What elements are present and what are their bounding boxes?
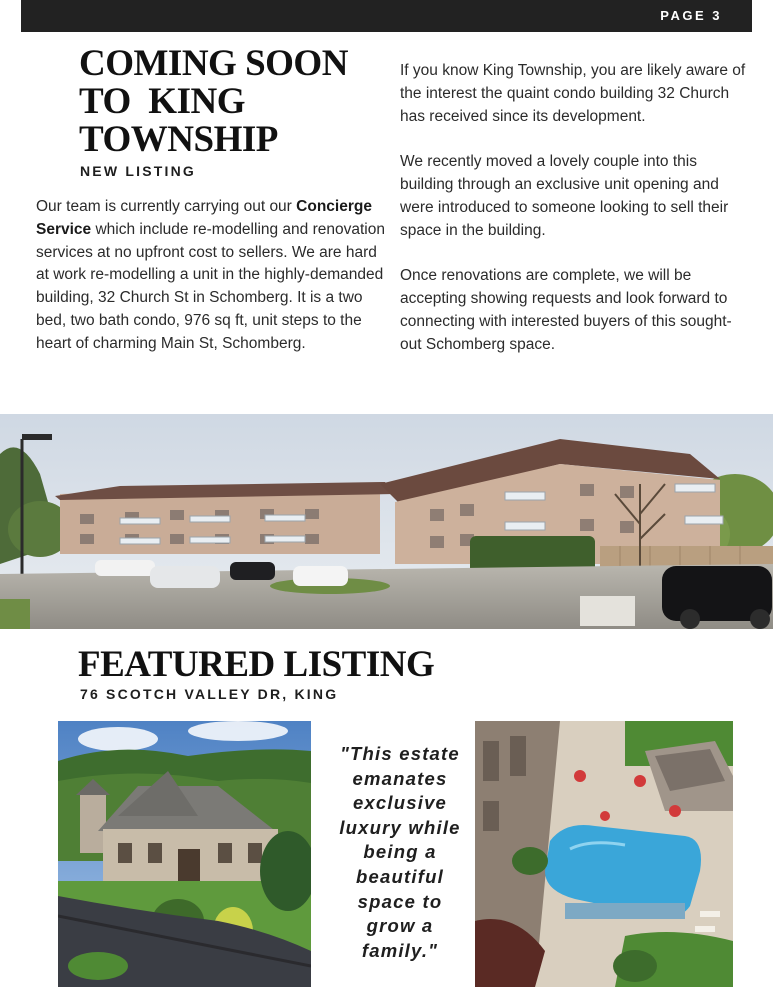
paragraph-rest: which include re-modelling and renovation services at no upfront cost to sellers. We are hard at work re-modelling a unit in the highly-demanded building, 32 Church St in Schomberg. It is a two bed, two bath condo, 976 sq ft, unit steps to the heart of charming Main St, Schomberg.	[36, 220, 385, 352]
page-number: PAGE 3	[660, 8, 722, 23]
concierge-service-bold: Concierge Service	[36, 198, 372, 238]
right-column-text	[400, 60, 752, 379]
paragraph-renovations: Once renovations are complete, we will be accepting showing requests and look forward to connecting with interested buyers of this sought-out Schomberg space.	[400, 267, 732, 353]
featured-listing-headline: FEATURED LISTING	[78, 644, 435, 685]
new-listing-kicker: NEW LISTING	[80, 163, 196, 179]
coming-soon-headline	[79, 45, 379, 159]
featured-address: 76 SCOTCH VALLEY DR, KING	[80, 686, 339, 702]
estate-quote: "This estate emanates exclusive luxury while being a beautiful space to grow a family."	[339, 743, 461, 961]
condo-building-photo	[0, 414, 773, 629]
paragraph-intro: Our team is currently carrying out our	[36, 198, 297, 215]
paragraph-moved-couple: We recently moved a lovely couple into this building through an exclusive unit opening and were introduced to someone looking to sell their space in the building.	[400, 153, 729, 239]
pool-aerial-photo	[475, 721, 733, 987]
headline-line: COMING SOON	[79, 43, 348, 84]
headline-line: TO KING	[79, 81, 245, 122]
estate-house-photo	[58, 721, 311, 987]
paragraph-king-township: If you know King Township, you are likely aware of the interest the quaint condo building 32 Church has received since its development.	[400, 62, 746, 125]
headline-line: TOWNSHIP	[79, 119, 278, 160]
header-bar	[21, 0, 752, 32]
concierge-paragraph	[36, 196, 386, 356]
